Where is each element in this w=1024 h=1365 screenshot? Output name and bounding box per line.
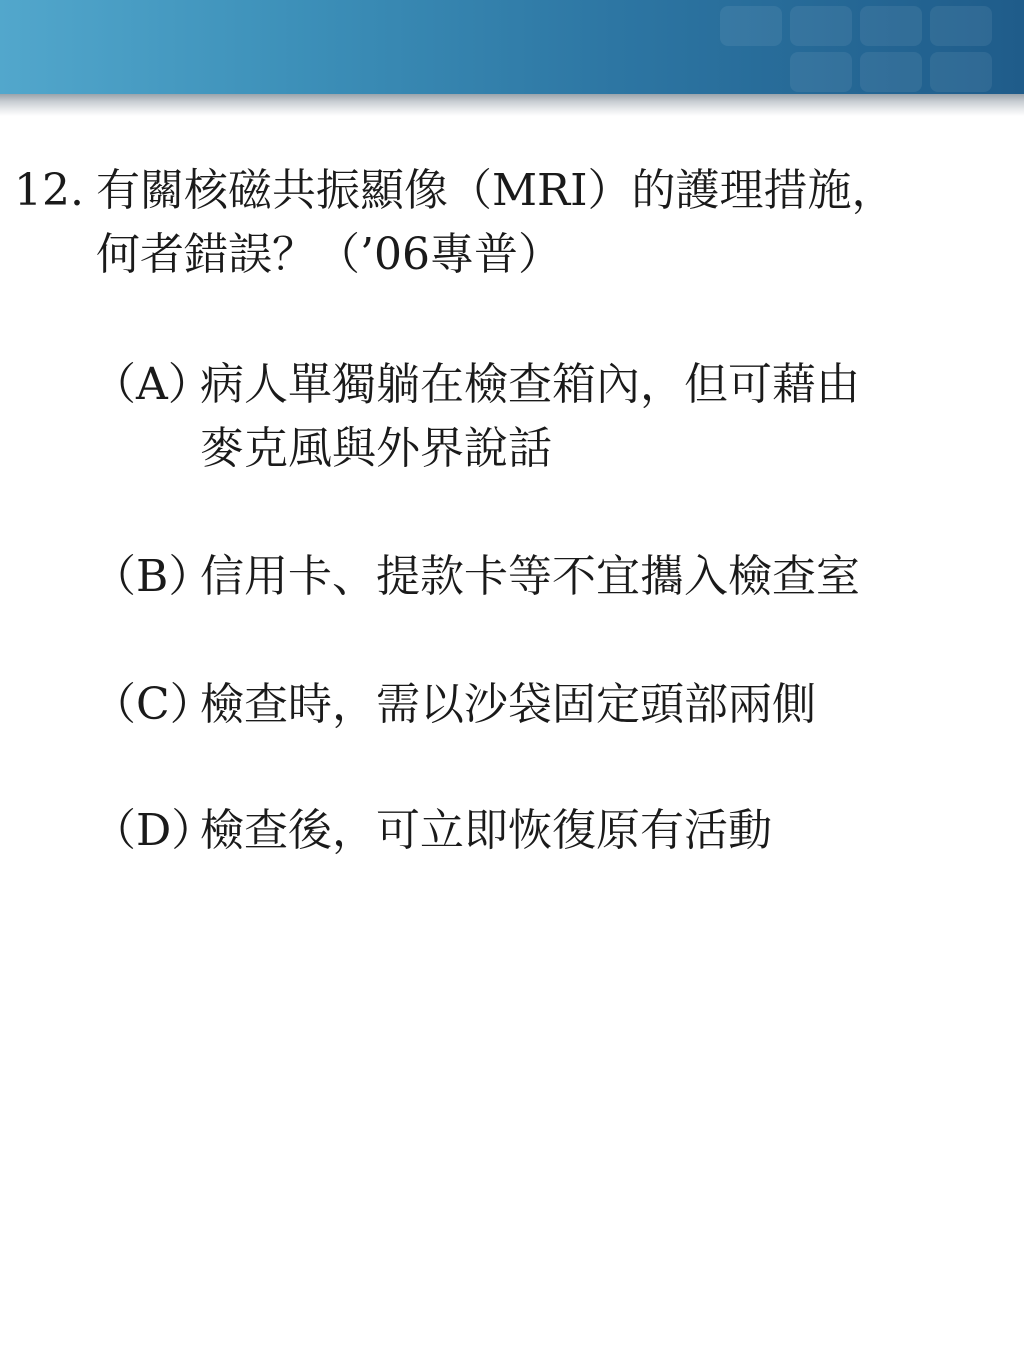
option-a-label: （A） [92,359,212,410]
option-a [92,354,1012,482]
question-text-line2: 何者錯誤？（’06專普） [96,229,562,280]
option-d-label: （D） [92,805,216,856]
banner-tile [720,6,782,46]
option-a-text-line1: 病人單獨躺在檢查箱內，但可藉由 [200,359,860,410]
option-b-text: 信用卡、提款卡等不宜攜入檢查室 [200,551,860,602]
banner-tile [860,6,922,46]
banner-tile [930,6,992,46]
banner-tile [790,52,852,92]
question-number: 12. [14,165,84,216]
banner-tile [860,52,922,92]
option-d [92,800,1012,862]
banner-tile [790,6,852,46]
option-c-label: （C） [92,679,214,730]
option-b-label: （B） [92,551,213,602]
slide-header-banner [0,0,1024,94]
option-c [92,674,1012,736]
banner-tile [930,52,992,92]
option-d-text: 檢查後，可立即恢復原有活動 [200,805,772,856]
option-b [92,546,1012,608]
option-c-text: 檢查時，需以沙袋固定頭部兩側 [200,679,816,730]
header-divider [0,94,1024,116]
option-a-text-line2: 麥克風與外界說話 [200,423,552,474]
question-text-line1: 有關核磁共振顯像（MRI）的護理措施， [96,165,896,216]
